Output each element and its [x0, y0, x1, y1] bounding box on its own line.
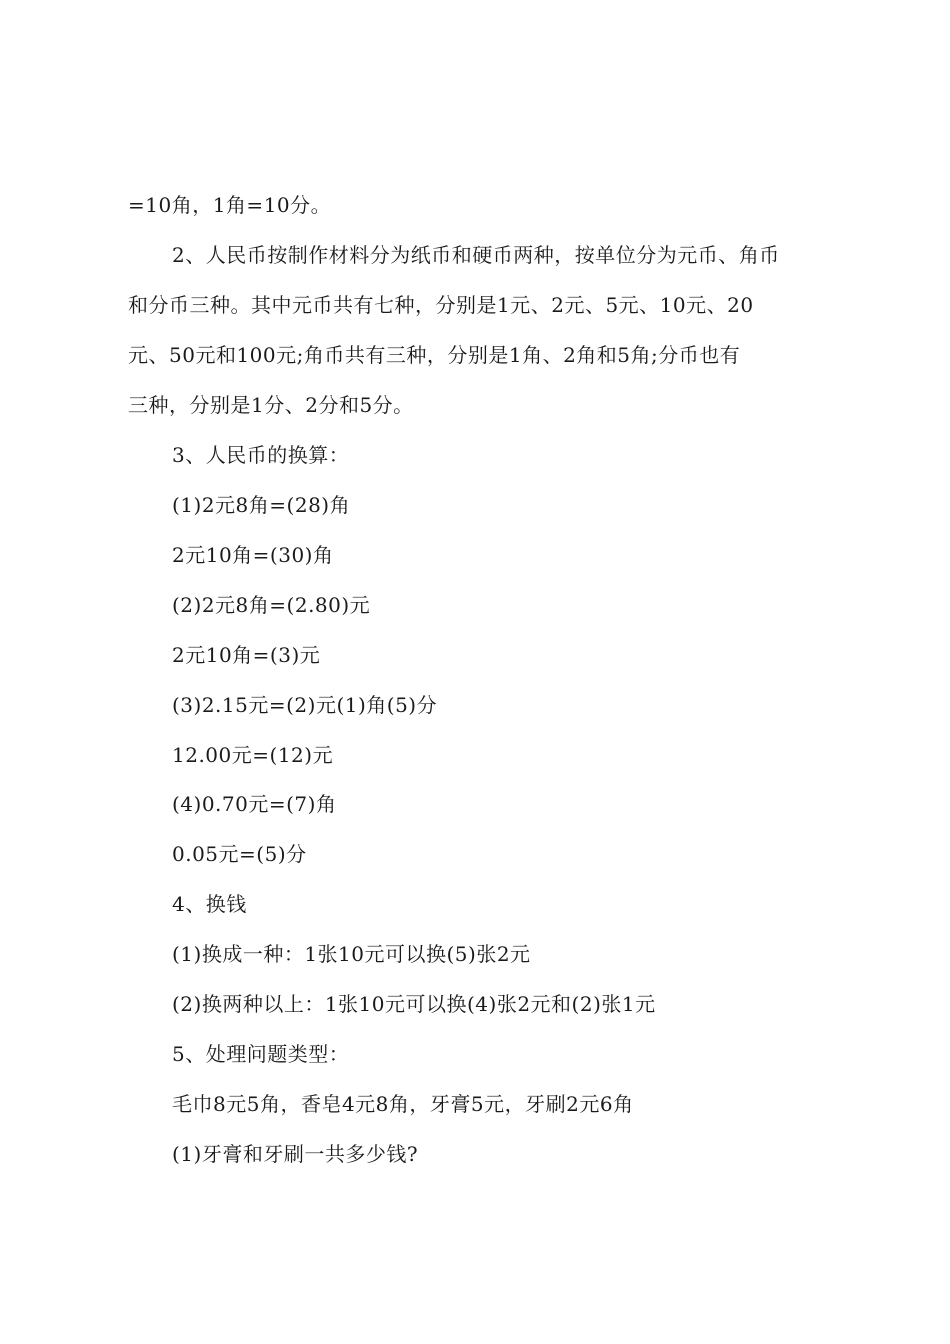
- conversion-item: (1)2元8角=(28)角: [172, 493, 351, 517]
- conversion-item: 2元10角=(30)角: [172, 543, 334, 567]
- exchange-item: (2)换两种以上：1张10元可以换(4)张2元和(2)张1元: [172, 992, 656, 1016]
- conversion-item: 12.00元=(12)元: [172, 743, 334, 767]
- conversion-item: 0.05元=(5)分: [172, 842, 307, 866]
- text-line: 三种，分别是1分、2分和5分。: [128, 393, 414, 417]
- problem-statement: 毛巾8元5角，香皂4元8角，牙膏5元，牙刷2元6角: [172, 1092, 634, 1116]
- exchange-item: (1)换成一种：1张10元可以换(5)张2元: [172, 942, 531, 966]
- section-2-heading-line: 2、人民币按制作材料分为纸币和硬币两种，按单位分为元币、角币: [172, 243, 780, 267]
- section-4-heading: 4、换钱: [172, 892, 247, 916]
- section-5-heading: 5、处理问题类型：: [172, 1042, 350, 1066]
- text-line: 元、50元和100元;角币共有三种，分别是1角、2角和5角;分币也有: [128, 343, 741, 367]
- conversion-item: (4)0.70元=(7)角: [172, 792, 337, 816]
- conversion-item: (2)2元8角=(2.80)元: [172, 593, 371, 617]
- section-3-heading: 3、人民币的换算：: [172, 443, 350, 467]
- text-line: 和分币三种。其中元币共有七种，分别是1元、2元、5元、10元、20: [128, 293, 754, 317]
- text-line: =10角，1角=10分。: [128, 193, 332, 217]
- conversion-item: 2元10角=(3)元: [172, 643, 321, 667]
- problem-question: (1)牙膏和牙刷一共多少钱?: [172, 1142, 419, 1166]
- conversion-item: (3)2.15元=(2)元(1)角(5)分: [172, 693, 438, 717]
